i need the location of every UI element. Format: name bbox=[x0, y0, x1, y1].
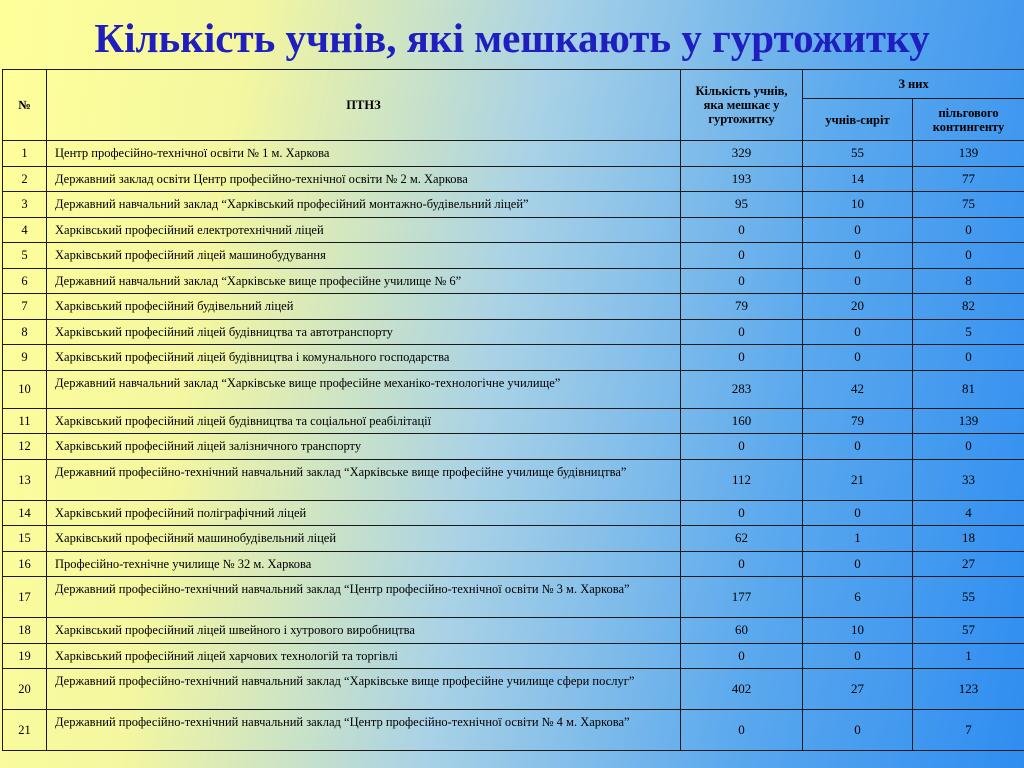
row-institution-name: Державний навчальний заклад “Харківське вище професійне училище № 6” bbox=[47, 268, 681, 294]
row-total-count: 60 bbox=[681, 618, 803, 644]
row-benefit-count: 81 bbox=[913, 370, 1024, 408]
row-benefit-count: 1 bbox=[913, 643, 1024, 669]
row-institution-name: Харківський професійний ліцей швейного і хутрового виробництва bbox=[47, 618, 681, 644]
header-of-them: З них bbox=[803, 70, 1024, 99]
row-institution-name: Харківський професійний машинобудівельний ліцей bbox=[47, 526, 681, 552]
table-row bbox=[3, 268, 1024, 294]
row-number: 14 bbox=[3, 500, 47, 526]
row-total-count: 160 bbox=[681, 408, 803, 434]
row-orphans-count: 27 bbox=[803, 669, 913, 710]
row-orphans-count: 0 bbox=[803, 319, 913, 345]
row-benefit-count: 0 bbox=[913, 345, 1024, 371]
row-total-count: 0 bbox=[681, 500, 803, 526]
row-orphans-count: 10 bbox=[803, 192, 913, 218]
row-orphans-count: 0 bbox=[803, 434, 913, 460]
row-number: 2 bbox=[3, 166, 47, 192]
row-institution-name: Харківський професійний ліцей будівництва та соціальної реабілітації bbox=[47, 408, 681, 434]
row-total-count: 0 bbox=[681, 434, 803, 460]
row-number: 11 bbox=[3, 408, 47, 434]
row-benefit-count: 0 bbox=[913, 434, 1024, 460]
row-institution-name: Харківський професійний ліцей машинобудування bbox=[47, 243, 681, 269]
row-benefit-count: 27 bbox=[913, 551, 1024, 577]
row-institution-name: Державний навчальний заклад “Харківське вище професійне механіко-технологічне училище” bbox=[47, 370, 681, 408]
row-institution-name: Центр професійно-технічної освіти № 1 м. Харкова bbox=[47, 141, 681, 167]
table-row bbox=[3, 551, 1024, 577]
table-row bbox=[3, 643, 1024, 669]
row-orphans-count: 1 bbox=[803, 526, 913, 552]
row-number: 18 bbox=[3, 618, 47, 644]
row-institution-name: Державний навчальний заклад “Харківський професійний монтажно-будівельний ліцей” bbox=[47, 192, 681, 218]
row-orphans-count: 0 bbox=[803, 243, 913, 269]
row-benefit-count: 75 bbox=[913, 192, 1024, 218]
table-row bbox=[3, 141, 1024, 167]
row-number: 19 bbox=[3, 643, 47, 669]
table-row bbox=[3, 319, 1024, 345]
row-benefit-count: 7 bbox=[913, 710, 1024, 751]
row-institution-name: Державний заклад освіти Центр професійно-технічної освіти № 2 м. Харкова bbox=[47, 166, 681, 192]
row-number: 7 bbox=[3, 294, 47, 320]
row-benefit-count: 57 bbox=[913, 618, 1024, 644]
table-row bbox=[3, 434, 1024, 460]
row-number: 6 bbox=[3, 268, 47, 294]
table-row bbox=[3, 294, 1024, 320]
row-number: 20 bbox=[3, 669, 47, 710]
header-count: Кількість учнів, яка мешкає у гуртожитку bbox=[681, 70, 803, 141]
row-orphans-count: 0 bbox=[803, 551, 913, 577]
row-orphans-count: 21 bbox=[803, 459, 913, 500]
table-row bbox=[3, 217, 1024, 243]
row-institution-name: Харківський професійний будівельний ліцей bbox=[47, 294, 681, 320]
row-orphans-count: 0 bbox=[803, 710, 913, 751]
row-number: 5 bbox=[3, 243, 47, 269]
header-number: № bbox=[3, 70, 47, 141]
row-institution-name: Державний професійно-технічний навчальний заклад “Харківське вище професійне училище будівництва” bbox=[47, 459, 681, 500]
row-total-count: 402 bbox=[681, 669, 803, 710]
table-row bbox=[3, 618, 1024, 644]
row-total-count: 0 bbox=[681, 268, 803, 294]
row-benefit-count: 5 bbox=[913, 319, 1024, 345]
row-institution-name: Державний професійно-технічний навчальний заклад “Харківське вище професійне училище сфери послуг” bbox=[47, 669, 681, 710]
row-total-count: 112 bbox=[681, 459, 803, 500]
row-orphans-count: 0 bbox=[803, 500, 913, 526]
table-row bbox=[3, 192, 1024, 218]
row-institution-name: Харківський професійний електротехнічний ліцей bbox=[47, 217, 681, 243]
row-institution-name: Професійно-технічне училище № 32 м. Харкова bbox=[47, 551, 681, 577]
row-number: 12 bbox=[3, 434, 47, 460]
table-body bbox=[3, 141, 1024, 751]
table-row bbox=[3, 577, 1024, 618]
row-orphans-count: 79 bbox=[803, 408, 913, 434]
row-total-count: 0 bbox=[681, 551, 803, 577]
table-row bbox=[3, 166, 1024, 192]
table-row bbox=[3, 526, 1024, 552]
row-benefit-count: 8 bbox=[913, 268, 1024, 294]
row-total-count: 0 bbox=[681, 243, 803, 269]
row-total-count: 283 bbox=[681, 370, 803, 408]
table-row bbox=[3, 243, 1024, 269]
row-number: 8 bbox=[3, 319, 47, 345]
row-benefit-count: 0 bbox=[913, 243, 1024, 269]
row-orphans-count: 0 bbox=[803, 268, 913, 294]
row-total-count: 0 bbox=[681, 217, 803, 243]
row-institution-name: Харківський професійний ліцей залізничного транспорту bbox=[47, 434, 681, 460]
row-benefit-count: 77 bbox=[913, 166, 1024, 192]
row-total-count: 0 bbox=[681, 643, 803, 669]
table-row bbox=[3, 370, 1024, 408]
row-total-count: 95 bbox=[681, 192, 803, 218]
row-orphans-count: 6 bbox=[803, 577, 913, 618]
row-institution-name: Державний професійно-технічний навчальний заклад “Центр професійно-технічної освіти № 4 м. Харкова” bbox=[47, 710, 681, 751]
row-total-count: 0 bbox=[681, 710, 803, 751]
row-orphans-count: 55 bbox=[803, 141, 913, 167]
row-orphans-count: 0 bbox=[803, 643, 913, 669]
row-total-count: 0 bbox=[681, 345, 803, 371]
row-number: 10 bbox=[3, 370, 47, 408]
row-number: 13 bbox=[3, 459, 47, 500]
row-number: 15 bbox=[3, 526, 47, 552]
table-row bbox=[3, 408, 1024, 434]
row-number: 21 bbox=[3, 710, 47, 751]
row-number: 17 bbox=[3, 577, 47, 618]
table-row bbox=[3, 669, 1024, 710]
row-number: 1 bbox=[3, 141, 47, 167]
header-orphans: учнів-сиріт bbox=[803, 99, 913, 141]
row-total-count: 193 bbox=[681, 166, 803, 192]
header-ptnz: ПТНЗ bbox=[47, 70, 681, 141]
row-orphans-count: 42 bbox=[803, 370, 913, 408]
row-orphans-count: 0 bbox=[803, 345, 913, 371]
row-institution-name: Харківський професійний поліграфічний ліцей bbox=[47, 500, 681, 526]
row-number: 4 bbox=[3, 217, 47, 243]
table-row bbox=[3, 500, 1024, 526]
row-benefit-count: 123 bbox=[913, 669, 1024, 710]
row-benefit-count: 82 bbox=[913, 294, 1024, 320]
row-number: 16 bbox=[3, 551, 47, 577]
row-orphans-count: 20 bbox=[803, 294, 913, 320]
row-number: 3 bbox=[3, 192, 47, 218]
page-title: Кількість учнів, які мешкають у гуртожитку bbox=[94, 15, 930, 61]
row-benefit-count: 139 bbox=[913, 141, 1024, 167]
row-institution-name: Харківський професійний ліцей будівництва та автотранспорту bbox=[47, 319, 681, 345]
table-row bbox=[3, 710, 1024, 751]
row-institution-name: Харківський професійний ліцей будівництва і комунального господарства bbox=[47, 345, 681, 371]
row-benefit-count: 18 bbox=[913, 526, 1024, 552]
row-benefit-count: 139 bbox=[913, 408, 1024, 434]
row-total-count: 329 bbox=[681, 141, 803, 167]
row-total-count: 79 bbox=[681, 294, 803, 320]
row-benefit-count: 55 bbox=[913, 577, 1024, 618]
row-benefit-count: 33 bbox=[913, 459, 1024, 500]
row-benefit-count: 4 bbox=[913, 500, 1024, 526]
header-benefit: пільгового контингенту bbox=[913, 99, 1024, 141]
table-row bbox=[3, 459, 1024, 500]
row-total-count: 177 bbox=[681, 577, 803, 618]
row-total-count: 62 bbox=[681, 526, 803, 552]
row-benefit-count: 0 bbox=[913, 217, 1024, 243]
row-institution-name: Харківський професійний ліцей харчових технологій та торгівлі bbox=[47, 643, 681, 669]
row-orphans-count: 10 bbox=[803, 618, 913, 644]
row-institution-name: Державний професійно-технічний навчальний заклад “Центр професійно-технічної освіти № 3 м. Харкова” bbox=[47, 577, 681, 618]
row-orphans-count: 14 bbox=[803, 166, 913, 192]
row-total-count: 0 bbox=[681, 319, 803, 345]
row-number: 9 bbox=[3, 345, 47, 371]
table-row bbox=[3, 345, 1024, 371]
dormitory-table bbox=[2, 69, 1024, 751]
row-orphans-count: 0 bbox=[803, 217, 913, 243]
